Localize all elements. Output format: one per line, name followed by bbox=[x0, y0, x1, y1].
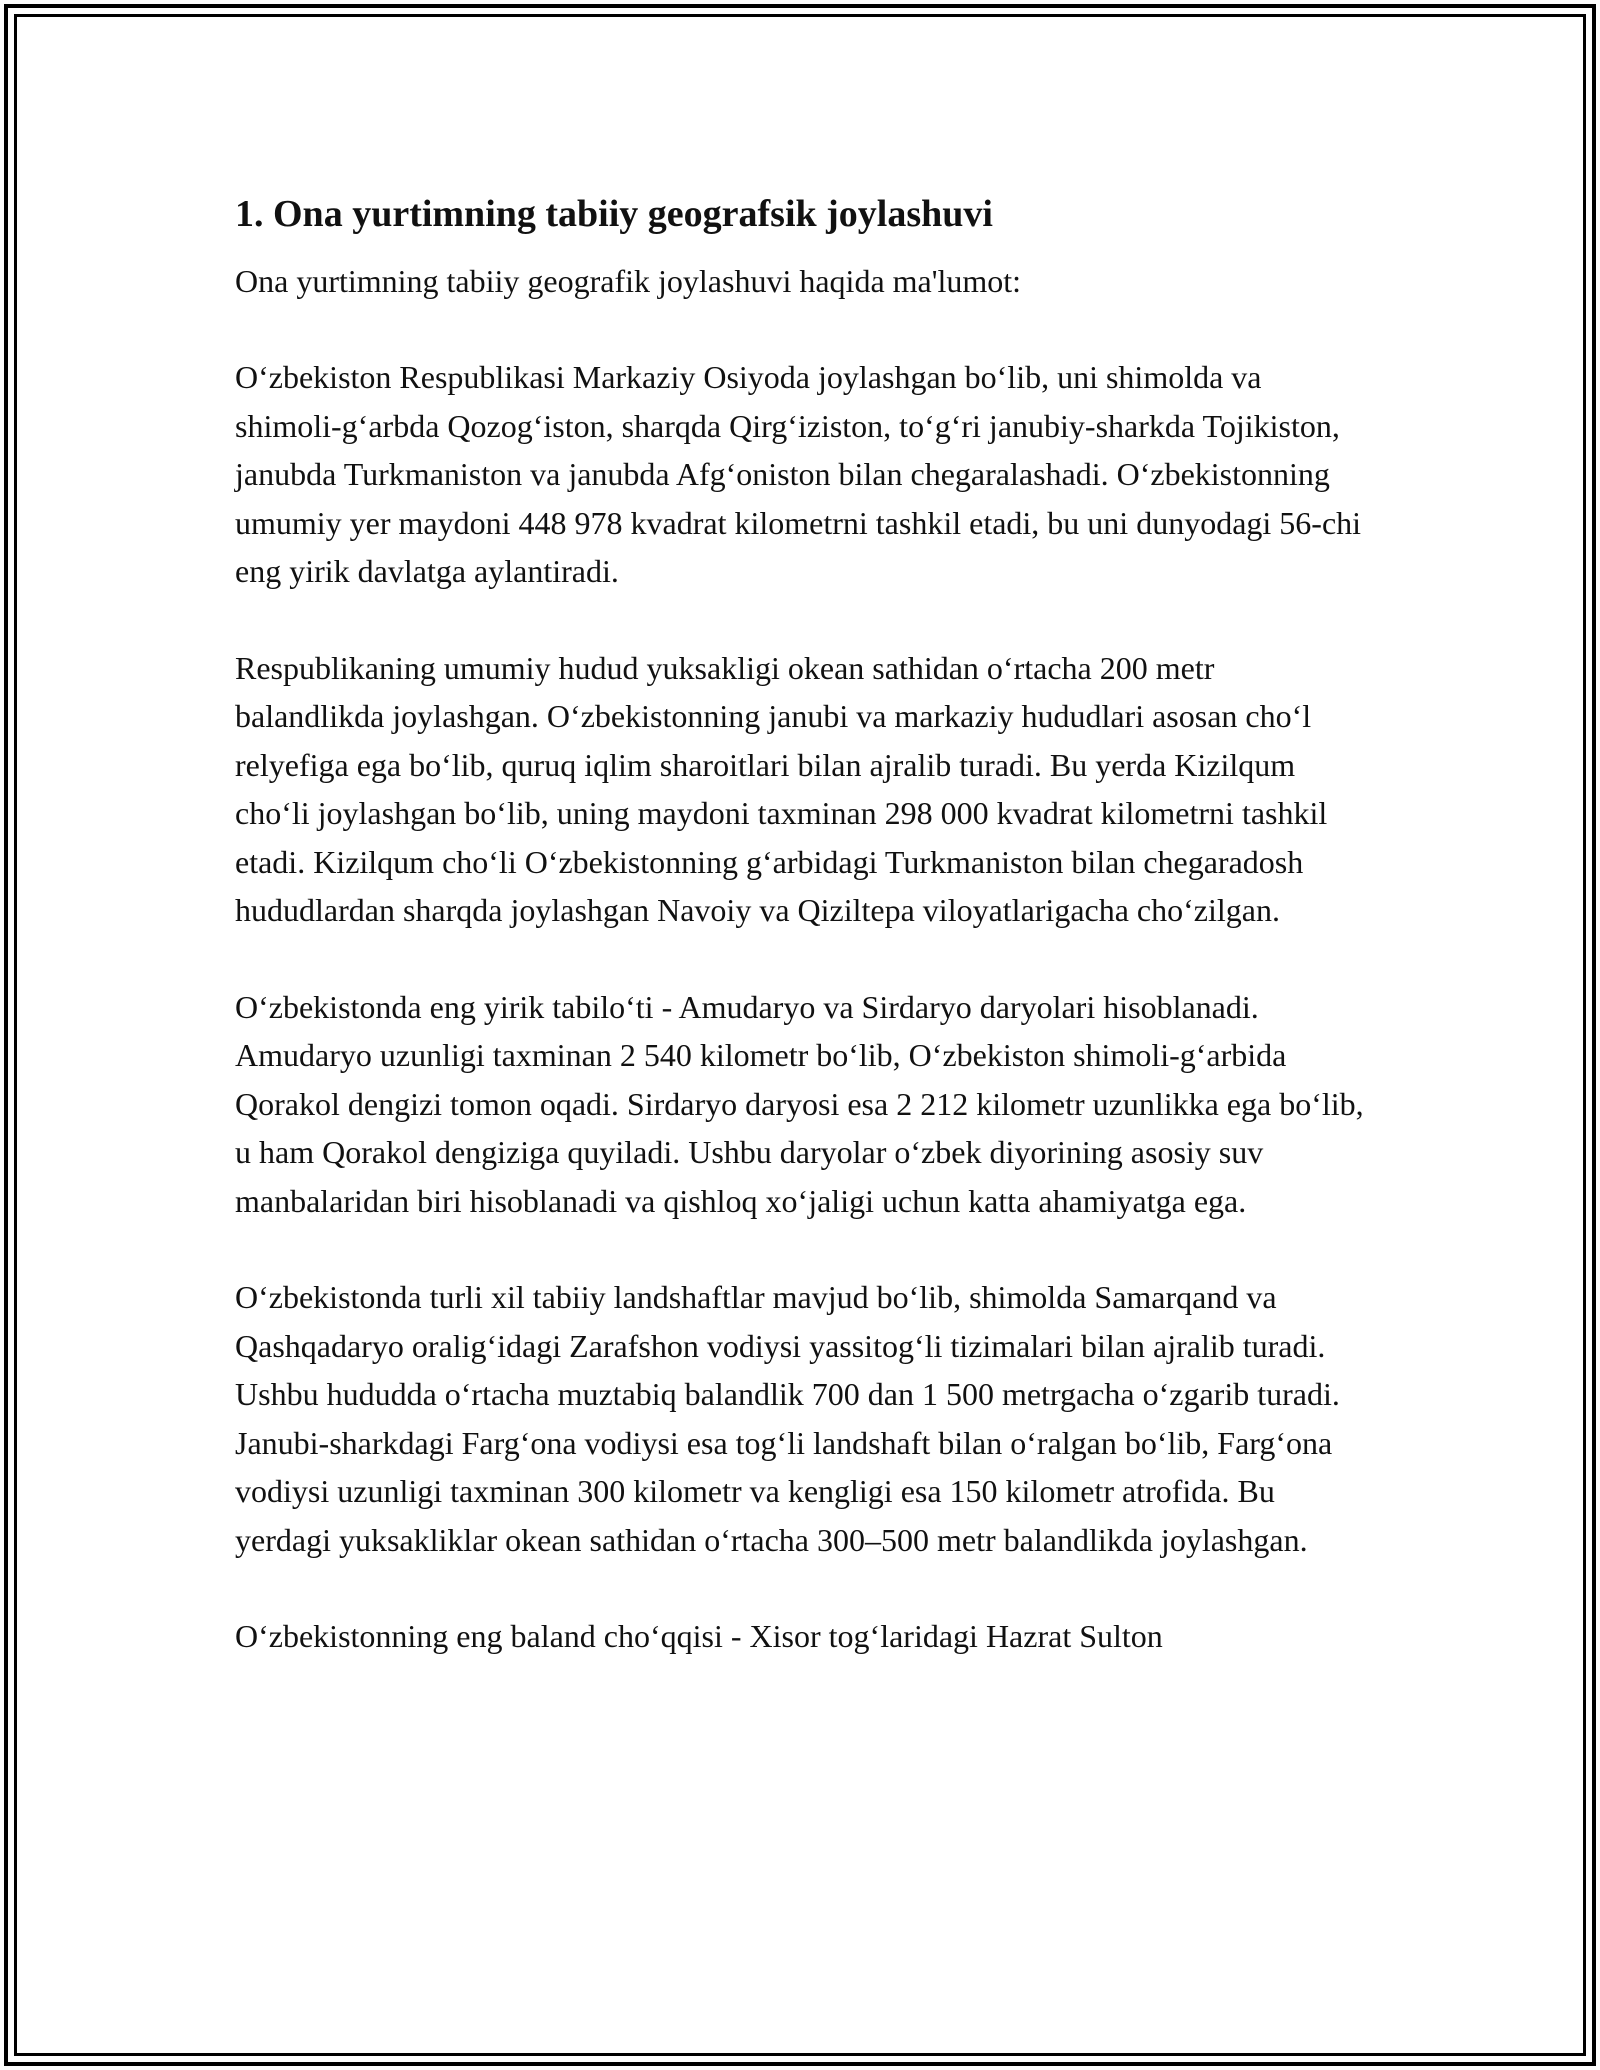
intro-text: Ona yurtimning tabiiy geografik joylashuvi haqida ma'lumot: bbox=[235, 263, 1022, 299]
document-title: 1. Ona yurtimning tabiiy geografsik joylashuvi bbox=[235, 193, 993, 235]
document-content bbox=[235, 185, 1370, 1709]
paragraph-relief: Respublikaning umumiy hudud yuksakligi okean sathidan o‘rtacha 200 metr balandlikda joylashgan. O‘zbekistonning janubi va markaziy hududlari asosan cho‘l relyefiga ega bo‘lib, quruq iqlim sharoitlari bilan ajralib turadi. Bu yerda Kizilqum cho‘li joylashgan bo‘lib, uning maydoni taxminan 298 000 kvadrat kilometrni tashkil etadi. Kizilqum cho‘li O‘zbekistonning g‘arbidagi Turkmaniston bilan chegaradosh hududlardan sharqda joylashgan Navoiy va Qiziltepa viloyatlarigacha cho‘zilgan. bbox=[235, 649, 1328, 928]
paragraph-borders: O‘zbekiston Respublikasi Markaziy Osiyoda joylashgan bo‘lib, uni shimolda va shimoli-g‘arbda Qozog‘iston, sharqda Qirg‘iziston, to‘g‘ri janubiy-sharkda Tojikiston, janubda Turkmaniston va janubda Afg‘oniston bilan chegaralashadi. O‘zbekistonning umumiy yer maydoni 448 978 kvadrat kilometrni tashkil etadi, bu uni dunyodagi 56-chi eng yirik davlatga aylantiradi. bbox=[235, 359, 1362, 589]
paragraph-highest-peak: O‘zbekistonning eng baland cho‘qqisi - Xisor tog‘laridagi Hazrat Sulton bbox=[235, 1618, 1163, 1654]
paragraph-rivers: O‘zbekistonda eng yirik tabilo‘ti - Amudaryo va Sirdaryo daryolari hisoblanadi. Amudaryo uzunligi taxminan 2 540 kilometr bo‘lib, O‘zbekiston shimoli-g‘arbida Qorakol dengizi tomon oqadi. Sirdaryo daryosi esa 2 212 kilometr uzunlikka ega bo‘lib, u ham Qorakol dengiziga quyiladi. Ushbu daryolar o‘zbek diyorining asosiy suv manbalaridan biri hisoblanadi va qishloq xo‘jaligi uchun katta ahamiyatga ega. bbox=[235, 988, 1364, 1219]
paragraph-landscapes: O‘zbekistonda turli xil tabiiy landshaftlar mavjud bo‘lib, shimolda Samarqand va Qashqadaryo oralig‘idagi Zarafshon vodiysi yassitog‘li tizimalari bilan ajralib turadi. Ushbu hududda o‘rtacha muztabiq balandlik 700 dan 1 500 metrgacha o‘zgarib turadi. Janubi-sharkdagi Farg‘ona vodiysi esa tog‘li landshaft bilan o‘ralgan bo‘lib, Farg‘ona vodiysi uzunligi taxminan 300 kilometr va kengligi esa 150 kilometr atrofida. Bu yerdagi yuksakliklar okean sathidan o‘rtacha 300–500 metr balandlikda joylashgan. bbox=[235, 1279, 1340, 1558]
